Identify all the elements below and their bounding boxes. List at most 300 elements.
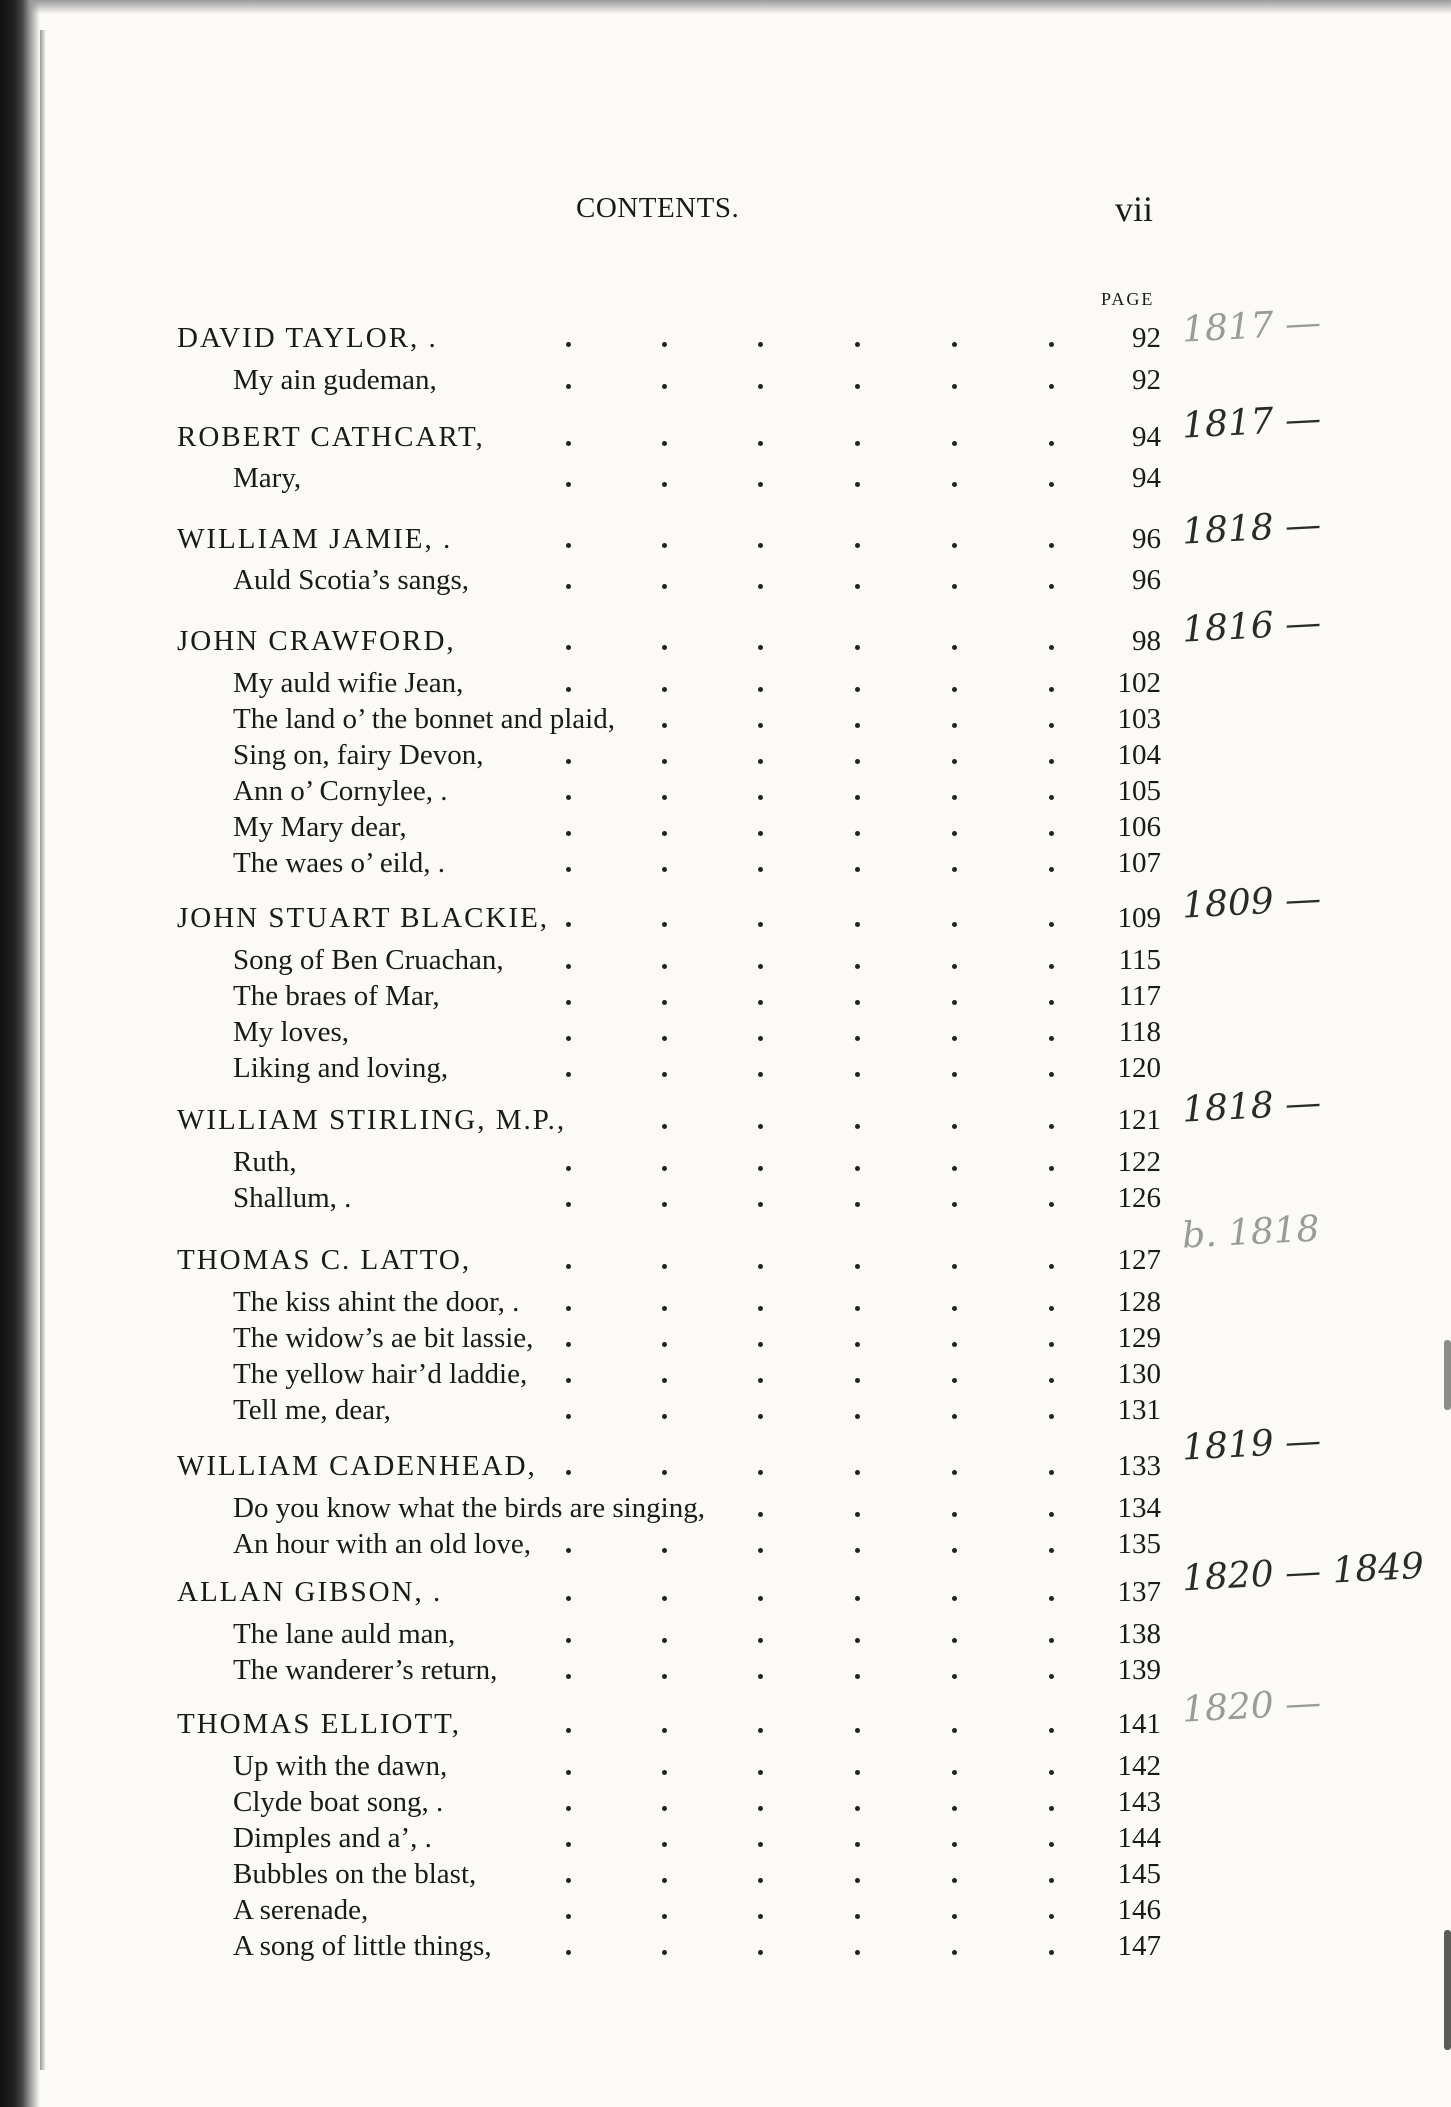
leader-dot: [855, 1414, 860, 1419]
leader-dot: [952, 1878, 957, 1883]
page-number-ref: 126: [1117, 1182, 1161, 1214]
leader-dot: [855, 1806, 860, 1811]
leader-dot: [1049, 795, 1054, 800]
leader-dot: [566, 867, 571, 872]
leader-dot: [758, 384, 763, 389]
leader-dot: [1049, 723, 1054, 728]
leader-dot: [855, 1000, 860, 1005]
leader-dot: [758, 1842, 763, 1847]
leader-dot: [952, 1548, 957, 1553]
leader-dot: [662, 1342, 667, 1347]
poem-entry: [0, 699, 1451, 739]
leader-dot: [952, 384, 957, 389]
page-column-label: PAGE: [1101, 289, 1155, 309]
poem-entry: [0, 1890, 1451, 1930]
leader-dot: [662, 1202, 667, 1207]
poem-entry: [0, 735, 1451, 775]
leader-dot: [855, 1878, 860, 1883]
poem-title: An hour with an old love,: [233, 1528, 532, 1560]
leader-dot: [566, 1548, 571, 1553]
leader-dot: [758, 342, 763, 347]
page-number-ref: 141: [1117, 1708, 1161, 1740]
poem-title: The widow’s ae bit lassie,: [233, 1322, 534, 1354]
leader-dot: [1049, 1638, 1054, 1643]
author-name: JOHN CRAWFORD,: [177, 625, 456, 657]
leader-dot: [758, 1166, 763, 1171]
leader-dot: [662, 1878, 667, 1883]
poem-title: The land o’ the bonnet and plaid,: [233, 703, 615, 735]
author-name: ROBERT CATHCART,: [177, 421, 485, 453]
poem-title: Ann o’ Cornylee, .: [233, 775, 448, 807]
page-number-ref: 144: [1117, 1822, 1161, 1854]
leader-dot: [566, 795, 571, 800]
page-number: vii: [1115, 189, 1154, 229]
leader-dot: [855, 687, 860, 692]
leader-dot: [566, 1638, 571, 1643]
leader-dot: [566, 922, 571, 927]
poem-entry: [0, 1142, 1451, 1182]
leader-dot: [758, 1770, 763, 1775]
leader-dot: [855, 723, 860, 728]
poem-title: Liking and loving,: [233, 1052, 449, 1084]
poem-entry: [0, 560, 1451, 600]
leader-dot: [758, 1306, 763, 1311]
running-head: CONTENTS.: [576, 192, 740, 224]
poem-title: Clyde boat song, .: [233, 1786, 444, 1818]
leader-dot: [566, 1770, 571, 1775]
leader-dot: [758, 1264, 763, 1269]
leader-dot: [662, 759, 667, 764]
leader-dot: [662, 1166, 667, 1171]
leader-dot: [952, 687, 957, 692]
leader-dot: [1049, 1512, 1054, 1517]
leader-dot: [758, 1548, 763, 1553]
leader-dot: [952, 759, 957, 764]
leader-dot: [1049, 1728, 1054, 1733]
leader-dot: [1049, 1806, 1054, 1811]
poem-title: My auld wifie Jean,: [233, 667, 464, 699]
leader-dot: [855, 795, 860, 800]
leader-dot: [662, 1470, 667, 1475]
leader-dot: [952, 1124, 957, 1129]
leader-dot: [952, 831, 957, 836]
poem-title: A serenade,: [233, 1894, 369, 1926]
handwritten-date-note: 1818 —: [1181, 504, 1323, 553]
leader-dot: [662, 723, 667, 728]
leader-dot: [1049, 645, 1054, 650]
author-name: DAVID TAYLOR, .: [177, 322, 438, 354]
leader-dot: [952, 1072, 957, 1077]
leader-dot: [952, 1806, 957, 1811]
leader-dot: [758, 1470, 763, 1475]
leader-dot: [662, 1728, 667, 1733]
leader-dot: [566, 1306, 571, 1311]
poem-entry: [0, 1488, 1451, 1528]
leader-dot: [758, 1878, 763, 1883]
poem-title: Up with the dawn,: [233, 1750, 448, 1782]
leader-dot: [758, 867, 763, 872]
handwritten-date-note: 1818 —: [1181, 1082, 1323, 1131]
page-number-ref: 127: [1117, 1244, 1161, 1276]
leader-dot: [855, 1512, 860, 1517]
leader-dot: [662, 831, 667, 836]
poem-entry: [0, 1650, 1451, 1690]
leader-dot: [1049, 1914, 1054, 1919]
page-number-ref: 107: [1117, 847, 1161, 879]
leader-dot: [1049, 441, 1054, 446]
leader-dot: [758, 1674, 763, 1679]
leader-dot: [855, 1914, 860, 1919]
leader-dot: [1049, 1166, 1054, 1171]
leader-dot: [952, 1342, 957, 1347]
leader-dot: [855, 342, 860, 347]
leader-dot: [855, 1728, 860, 1733]
leader-dot: [662, 1414, 667, 1419]
page-number-ref: 96: [1132, 523, 1161, 555]
author-name: WILLIAM JAMIE, .: [177, 523, 453, 555]
leader-dot: [566, 1914, 571, 1919]
leader-dot: [758, 1000, 763, 1005]
leader-dot: [566, 543, 571, 548]
leader-dot: [662, 964, 667, 969]
page-number-ref: 143: [1117, 1786, 1161, 1818]
handwritten-date-note: 1816 —: [1181, 602, 1323, 651]
leader-dot: [566, 831, 571, 836]
leader-dot: [662, 342, 667, 347]
leader-dot: [952, 1202, 957, 1207]
poem-title: Auld Scotia’s sangs,: [233, 564, 470, 596]
poem-title: Tell me, dear,: [233, 1394, 391, 1426]
page-number-ref: 103: [1117, 703, 1161, 735]
poem-entry: [0, 1318, 1451, 1358]
leader-dot: [1049, 1036, 1054, 1041]
leader-dot: [1049, 759, 1054, 764]
leader-dot: [758, 1202, 763, 1207]
leader-dot: [662, 1264, 667, 1269]
leader-dot: [566, 1072, 571, 1077]
page-number-ref: 92: [1132, 364, 1161, 396]
leader-dot: [662, 1770, 667, 1775]
handwritten-date-note: 1820 —: [1181, 1682, 1323, 1731]
leader-dot: [662, 1638, 667, 1643]
page-number-ref: 130: [1117, 1358, 1161, 1390]
leader-dot: [566, 1264, 571, 1269]
leader-dot: [758, 795, 763, 800]
page-number-ref: 128: [1117, 1286, 1161, 1318]
handwritten-date-note: 1817 —: [1181, 398, 1323, 447]
page-top-edge-shadow: [0, 0, 1451, 14]
leader-dot: [952, 645, 957, 650]
page-number-ref: 135: [1117, 1528, 1161, 1560]
leader-dot: [662, 1914, 667, 1919]
leader-dot: [952, 1512, 957, 1517]
leader-dot: [1049, 1124, 1054, 1129]
leader-dot: [566, 1950, 571, 1955]
leader-dot: [855, 1166, 860, 1171]
leader-dot: [566, 1728, 571, 1733]
leader-dot: [566, 1166, 571, 1171]
leader-dot: [758, 1378, 763, 1383]
poem-entry: [0, 1614, 1451, 1654]
poem-title: Bubbles on the blast,: [233, 1858, 477, 1890]
page-number-ref: 139: [1117, 1654, 1161, 1686]
page-number-ref: 98: [1132, 625, 1161, 657]
poem-entry: [0, 1354, 1451, 1394]
leader-dot: [855, 645, 860, 650]
page-number-ref: 109: [1117, 902, 1161, 934]
author-name: THOMAS ELLIOTT,: [177, 1708, 461, 1740]
leader-dot: [952, 441, 957, 446]
handwritten-date-note: 1809 —: [1181, 878, 1323, 927]
leader-dot: [1049, 1306, 1054, 1311]
poem-title: My ain gudeman,: [233, 364, 437, 396]
leader-dot: [952, 1264, 957, 1269]
leader-dot: [758, 1596, 763, 1601]
poem-entry: [0, 1854, 1451, 1894]
leader-dot: [758, 1072, 763, 1077]
leader-dot: [1049, 1264, 1054, 1269]
page-number-ref: 131: [1117, 1394, 1161, 1426]
poem-entry: [0, 360, 1451, 400]
leader-dot: [952, 543, 957, 548]
leader-dot: [952, 1674, 957, 1679]
author-name: ALLAN GIBSON, .: [177, 1576, 443, 1608]
page-number-ref: 92: [1132, 322, 1161, 354]
leader-dot: [1049, 1000, 1054, 1005]
leader-dot: [758, 1638, 763, 1643]
page-number-ref: 145: [1117, 1858, 1161, 1890]
page-number-ref: 121: [1117, 1104, 1161, 1136]
leader-dot: [566, 1596, 571, 1601]
leader-dot: [758, 1512, 763, 1517]
leader-dot: [566, 1806, 571, 1811]
leader-dot: [1049, 867, 1054, 872]
page-number-ref: 105: [1117, 775, 1161, 807]
poem-entry: [0, 807, 1451, 847]
leader-dot: [662, 922, 667, 927]
leader-dot: [566, 441, 571, 446]
leader-dot: [662, 1806, 667, 1811]
page-number-ref: 142: [1117, 1750, 1161, 1782]
leader-dot: [566, 1342, 571, 1347]
leader-dot: [952, 964, 957, 969]
page-number-ref: 133: [1117, 1450, 1161, 1482]
leader-dot: [1049, 1674, 1054, 1679]
poem-entry: [0, 1746, 1451, 1786]
poem-entry: [0, 1012, 1451, 1052]
leader-dot: [758, 759, 763, 764]
poem-title: Mary,: [233, 462, 302, 494]
leader-dot: [855, 922, 860, 927]
leader-dot: [1049, 1470, 1054, 1475]
leader-dot: [758, 831, 763, 836]
leader-dot: [855, 964, 860, 969]
leader-dot: [566, 964, 571, 969]
author-name: JOHN STUART BLACKIE,: [177, 902, 550, 934]
leader-dot: [1049, 1202, 1054, 1207]
leader-dot: [855, 1378, 860, 1383]
leader-dot: [566, 1202, 571, 1207]
leader-dot: [566, 687, 571, 692]
poem-title: My Mary dear,: [233, 811, 407, 843]
leader-dot: [566, 482, 571, 487]
leader-dot: [1049, 964, 1054, 969]
leader-dot: [662, 1596, 667, 1601]
poem-title: The kiss ahint the door, .: [233, 1286, 520, 1318]
leader-dot: [1049, 922, 1054, 927]
leader-dot: [566, 342, 571, 347]
leader-dot: [1049, 1072, 1054, 1077]
page-number-ref: 104: [1117, 739, 1161, 771]
page-number-ref: 106: [1117, 811, 1161, 843]
leader-dot: [662, 867, 667, 872]
leader-dot: [758, 723, 763, 728]
leader-dot: [758, 1414, 763, 1419]
leader-dot: [952, 1638, 957, 1643]
poem-title: Sing on, fairy Devon,: [233, 739, 484, 771]
poem-entry: [0, 1282, 1451, 1322]
handwritten-date-note: 1817 —: [1181, 302, 1323, 351]
page-number-ref: 117: [1118, 980, 1161, 1012]
leader-dot: [1049, 1378, 1054, 1383]
leader-dot: [758, 1950, 763, 1955]
poem-title: Ruth,: [233, 1146, 297, 1178]
leader-dot: [758, 645, 763, 650]
leader-dot: [758, 1914, 763, 1919]
leader-dot: [952, 1000, 957, 1005]
leader-dot: [662, 645, 667, 650]
leader-dot: [662, 1124, 667, 1129]
leader-dot: [566, 1000, 571, 1005]
leader-dot: [566, 584, 571, 589]
leader-dot: [758, 1806, 763, 1811]
poem-title: The lane auld man,: [233, 1618, 456, 1650]
leader-dot: [855, 1470, 860, 1475]
page-number-ref: 134: [1117, 1492, 1161, 1524]
leader-dot: [662, 1306, 667, 1311]
page-number-ref: 94: [1132, 421, 1161, 453]
leader-dot: [1049, 687, 1054, 692]
page-number-ref: 115: [1118, 944, 1161, 976]
page-number-ref: 94: [1132, 462, 1161, 494]
leader-dot: [1049, 1878, 1054, 1883]
leader-dot: [1049, 1596, 1054, 1601]
page-number-ref: 96: [1132, 564, 1161, 596]
leader-dot: [1049, 1842, 1054, 1847]
leader-dot: [855, 384, 860, 389]
page-number-ref: 147: [1117, 1930, 1161, 1962]
leader-dot: [952, 584, 957, 589]
poem-entry: [0, 843, 1451, 883]
poem-title: Song of Ben Cruachan,: [233, 944, 504, 976]
poem-title: The wanderer’s return,: [233, 1654, 498, 1686]
leader-dot: [662, 1950, 667, 1955]
leader-dot: [758, 1124, 763, 1129]
page-number-ref: 122: [1117, 1146, 1161, 1178]
poem-title: Do you know what the birds are singing,: [233, 1492, 705, 1524]
leader-dot: [855, 759, 860, 764]
page-number-ref: 102: [1117, 667, 1161, 699]
poem-entry: [0, 663, 1451, 703]
author-name: THOMAS C. LATTO,: [177, 1244, 472, 1276]
poem-title: The yellow hair’d laddie,: [233, 1358, 528, 1390]
leader-dot: [758, 1728, 763, 1733]
leader-dot: [855, 1596, 860, 1601]
poem-entry: [0, 1818, 1451, 1858]
leader-dot: [566, 759, 571, 764]
author-name: WILLIAM CADENHEAD,: [177, 1450, 537, 1482]
leader-dot: [1049, 831, 1054, 836]
leader-dot: [566, 384, 571, 389]
leader-dot: [855, 1264, 860, 1269]
leader-dot: [662, 584, 667, 589]
leader-dot: [1049, 1770, 1054, 1775]
poem-entry: [0, 1782, 1451, 1822]
leader-dot: [855, 1306, 860, 1311]
page-number-ref: 137: [1117, 1576, 1161, 1608]
leader-dot: [758, 482, 763, 487]
leader-dot: [952, 1770, 957, 1775]
leader-dot: [662, 1072, 667, 1077]
leader-dot: [662, 1674, 667, 1679]
leader-dot: [662, 543, 667, 548]
leader-dot: [952, 723, 957, 728]
leader-dot: [952, 867, 957, 872]
leader-dot: [855, 584, 860, 589]
leader-dot: [952, 342, 957, 347]
leader-dot: [1049, 384, 1054, 389]
page-number-ref: 138: [1117, 1618, 1161, 1650]
leader-dot: [662, 1000, 667, 1005]
leader-dot: [566, 1470, 571, 1475]
author-name: WILLIAM STIRLING, M.P.,: [177, 1104, 567, 1136]
leader-dot: [952, 1378, 957, 1383]
leader-dot: [855, 482, 860, 487]
poem-entry: [0, 976, 1451, 1016]
leader-dot: [1049, 482, 1054, 487]
poem-entry: [0, 1926, 1451, 1966]
leader-dot: [662, 1378, 667, 1383]
leader-dot: [952, 1306, 957, 1311]
poem-entry: [0, 940, 1451, 980]
leader-dot: [662, 1842, 667, 1847]
poem-entry: [0, 771, 1451, 811]
leader-dot: [1049, 543, 1054, 548]
leader-dot: [566, 1878, 571, 1883]
leader-dot: [566, 1036, 571, 1041]
leader-dot: [758, 964, 763, 969]
leader-dot: [855, 441, 860, 446]
poem-title: A song of little things,: [233, 1930, 492, 1962]
leader-dot: [855, 1950, 860, 1955]
handwritten-date-note: 1820 — 1849: [1181, 1545, 1426, 1600]
leader-dot: [952, 1950, 957, 1955]
leader-dot: [758, 1342, 763, 1347]
leader-dot: [952, 1914, 957, 1919]
page-number-ref: 120: [1117, 1052, 1161, 1084]
handwritten-date-note: 1819 —: [1181, 1420, 1323, 1469]
poem-title: Shallum, .: [233, 1182, 352, 1214]
poem-title: The waes o’ eild, .: [233, 847, 446, 879]
leader-dot: [1049, 584, 1054, 589]
leader-dot: [758, 441, 763, 446]
leader-dot: [662, 1548, 667, 1553]
leader-dot: [855, 1036, 860, 1041]
page-number-ref: 146: [1117, 1894, 1161, 1926]
leader-dot: [855, 1202, 860, 1207]
leader-dot: [952, 1728, 957, 1733]
leader-dot: [662, 441, 667, 446]
